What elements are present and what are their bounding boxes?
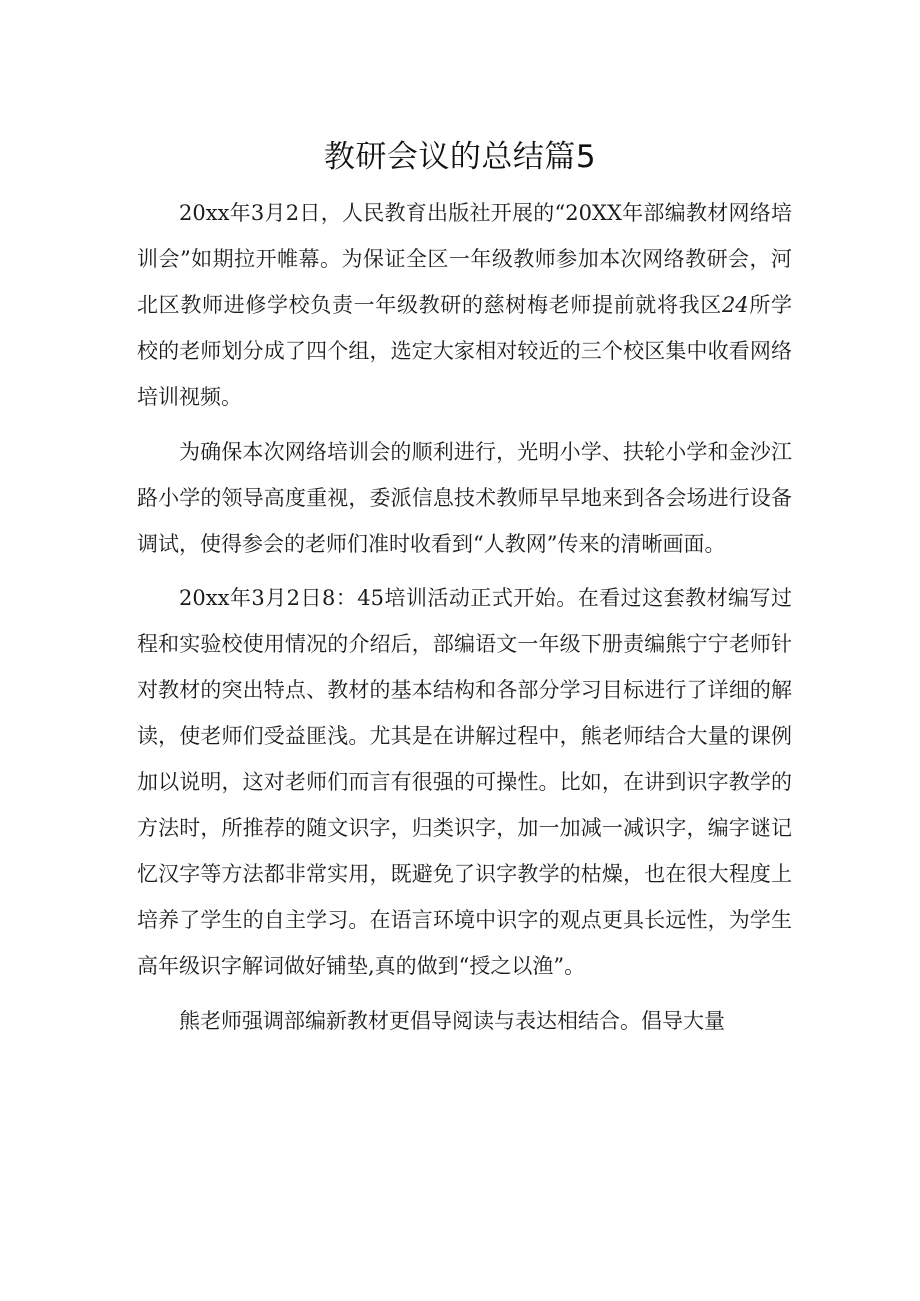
paragraph-1-number-24: 24 — [721, 293, 749, 317]
paragraph-1-part-2: 所学校的老师划分成了四个组，选定大家相对较近的三个校区集中收看网络培训视频。 — [137, 293, 793, 409]
paragraph-1 — [137, 190, 792, 420]
paragraph-1-part-1: 20xx年3月2日，人民教育出版社开展的“20XX年部编教材网络培训会”如期拉开帷幕。为保证全区一年级教师参加本次网络教研会，河北区教师进修学校负责一年级教研的慈树梅老师提前就将我区 — [137, 201, 792, 317]
paragraph-3: 20xx年3月2日8：45培训活动正式开始。在看过这套教材编写过程和实验校使用情况的介绍后，部编语文一年级下册责编熊宁宁老师针对教材的突出特点、教材的基本结构和各部分学习目标进行了详细的解读，使老师们受益匪浅。尤其是在讲解过程中，熊老师结合大量的课例加以说明，这对老师们而言有很强的可操性。比如，在讲到识字教学的方法时，所推荐的随文识字，归类识字，加一加减一减识字，编字谜记忆汉字等方法都非常实用，既避免了识字教学的枯燥，也在很大程度上培养了学生的自主学习。在语言环境中识字的观点更具长远性，为学生高年级识字解词做好铺垫,真的做到“授之以渔”。 — [137, 586, 792, 978]
document-body — [137, 190, 792, 1044]
paragraph-4: 熊老师强调部编新教材更倡导阅读与表达相结合。倡导大量 — [179, 1008, 725, 1033]
document-title: 教研会议的总结篇5 — [323, 139, 597, 175]
paragraph-2: 为确保本次网络培训会的顺利进行，光明小学、扶轮小学和金沙江路小学的领导高度重视，委派信息技术教师早早地来到各会场进行设备调试，使得参会的老师们准时收看到“人教网”传来的清晰画面。 — [137, 439, 792, 556]
